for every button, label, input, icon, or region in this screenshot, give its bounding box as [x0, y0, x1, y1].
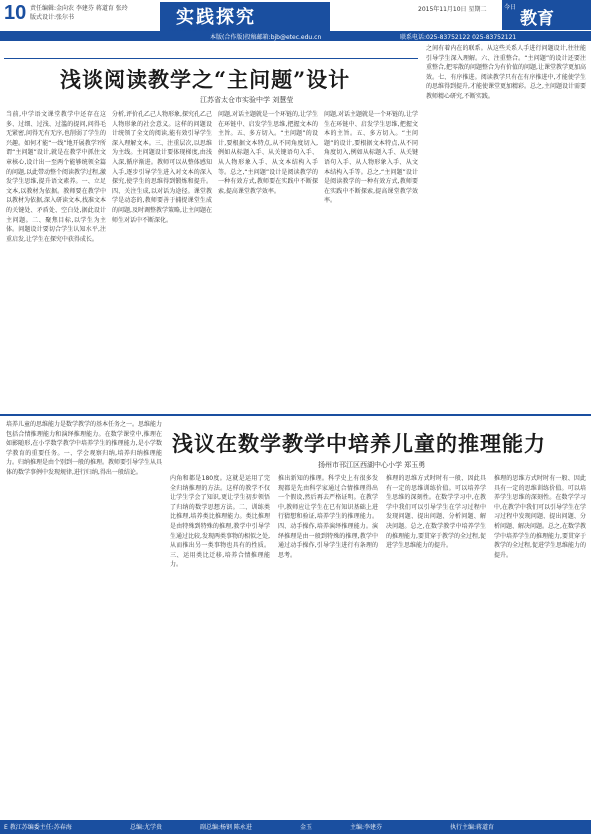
contact-phone: 联系电话:025-83752122 025-83752121	[400, 34, 517, 41]
footer-chief-editor: 总编:尤学贵	[130, 824, 163, 831]
page-number: 10	[4, 2, 27, 24]
footer-committee: E 教江苏编委主任:苏春海	[4, 824, 72, 831]
article2-column-1: 培养儿童的思维能力是数学教学的基本任务之一。思维能力包括合情推理能力和演绎推理能力。在数学课堂中,推理在如影随形,在小学数学教学中培养学生的推理能力,是小学数学教育的重要任务。一、学会观察归纳,培养归纳推理能力。归纳推理是由个别到一般的推理。教师要引导学生从具体的数学事例中发现规律,进行归纳,得出一般结论。	[6, 421, 162, 476]
article1-column-2: 分析,评价孔乙己人物形象,探究孔乙己人物形象的社会意义。这样的问题设计统领了全文的阅读,能有效引导学生深入理解文本。三、注重层次,以思维为主线。主问题设计要体现梯度,由浅入深,循序渐进。教师可以从整体感知入手,逐步引导学生进入对文本的深入探究,使学生的思维得到锻炼和提升。四、关注生成,以对话为途径。课堂教学是动态的,教师要善于捕捉课堂生成的问题,及时调整教学策略,让主问题在师生对话中不断深化。	[112, 111, 212, 224]
article1-column-5: 之间有着内在的联系。从这些关系人手进行问题设计,往往能引导学生深入理解。六、注重整合。“主问题”的设计还要注重整合,把零散的问题整合为有价值的问题,让课堂教学更加高效。七、有序推进。阅读教学只有在有序推进中,才能使学生的思维得到提升,才能使课堂更加精彩。总之,主问题设计需要教师精心研究,不断实践。	[426, 45, 586, 100]
article1-column-4: 问题,对话主题就是一个环链的,让学生在环链中、启发学生思维,把握文本的主旨。五、多方切入。“主问题”的设计,要根据文本特点,从不同角度切入,例如从标题入手、从关键语句入手、从人物形象入手、从文本结构入手等。总之,“主问题”设计是阅读教学的一种有效方式,教师要在实践中不断探索,提高课堂教学效率。	[324, 111, 418, 205]
article2-column-5: 推理的思维方式时时有一般、因此具有一定的思维训练价值。可以培养学生思维的深刻性。在数学学习中,在教学中我们可以引导学生在学习过程中发现问题、提出问题、分析问题、解决问题。总之,在数学教学中培养学生的推理能力,要贯穿于教学的全过程,促进学生思维能力的提升。	[494, 475, 586, 559]
brand-small-text: 今日	[504, 4, 517, 11]
submission-email: 本版(合作版)投稿邮箱:bjb@etec.edu.cn	[210, 34, 322, 41]
article2-column-4: 推理的思维方式时时有一般、因此具有一定的思维训练价值。可以培养学生思维的深刻性。在数学学习中,在教学中我们可以引导学生在学习过程中发现问题、提出问题、分析问题、解决问题。总之,在数学教学中培养学生的推理能力,要贯穿于教学的全过程,促进学生思维能力的提升。	[386, 475, 486, 550]
footer-exec-editor: 执行主编:蒋道育	[450, 824, 495, 831]
footer-name: 金玉	[300, 824, 313, 831]
article1-title: 浅谈阅读教学之“主问题”设计	[60, 67, 351, 92]
editor-line: 责任编辑:金向农 李建芬 蒋道育 张玲	[30, 5, 128, 12]
layout-designer-line: 版式设计:张尔书	[30, 14, 75, 21]
footer-editor: 主编:李建芬	[350, 824, 383, 831]
article2-column-2: 内角和都是180度。这就是运用了完全归纳推理的方法。这样的教学不仅让学生学会了知识,更让学生初步领悟了归纳的数学思想方法。二、训练类比推理,培养类比推理能力。类比推理是由特殊到特殊的推理,教学中引导学生通过比较,发现两类事物的相似之处,从而推出另一类事物也具有的性质。三、运用类比迁移,培养合情推理能力。	[170, 475, 270, 569]
footer-deputy-editors: 副总编:杨钢 陈永进	[200, 824, 252, 831]
article1-column-1: 当前,中学语文课堂教学中还存在这多、过细、过浅、过滥的提问,问得毛无紧密,问得无有无序,也削弱了学生的兴趣。如何才能“一线”地开展教学?所谓“主问题”设计,就是在教学中抓住文章核心,设计出一至两个能够统领全篇的问题,以此带动整个阅读教学过程,激发学生思维,提升语文素养。一、立足文本,以教材为依据。教师要在教学中以教材为依据,深入研读文本,找准文本的关键处、矛盾处、空白处,据此设计主问题。二、聚焦目标,以学生为主体。问题设计要切合学生认知水平,注重启发,让学生在探究中获得成长。	[6, 111, 106, 243]
article1-column-3: 问题,对话主题就是一个环链的,让学生在环链中、启发学生思维,把握文本的主旨。五、多方切入。“主问题”的设计,要根据文本特点,从不同角度切入,例如从标题入手、从关键语句入手、从人物形象入手、从文本结构入手等。总之,“主问题”设计是阅读教学的一种有效方式,教师要在实践中不断探索,提高课堂教学效率。	[218, 111, 318, 195]
brand-logo: 教育	[520, 9, 554, 29]
column-title: 实践探究	[176, 7, 256, 28]
article1-author: 江苏省太仓市实验中学 刘慧莹	[200, 96, 294, 104]
section-divider	[0, 414, 591, 416]
article2-title: 浅议在数学教学中培养儿童的推理能力	[172, 431, 546, 456]
article2-column-3: 推出新知的推理。科学史上有很多发现都是先由科学家通过合情推理得出一个假设,然后再去严格证明。在教学中,教师应让学生在已有知识基础上进行猜想和验证,培养学生的推理能力。四、动手操作,培养演绎推理能力。演绎推理是由一般到特殊的推理,教学中通过动手操作,引导学生进行有条理的思考。	[278, 475, 378, 559]
issue-date: 2015年11月10日 星期二	[418, 6, 487, 13]
footer-bar	[0, 820, 591, 834]
editor-credits	[30, 4, 170, 22]
divider	[4, 58, 418, 59]
article2-author: 扬州市邗江区西湖中心小学 郑玉勇	[318, 461, 426, 469]
